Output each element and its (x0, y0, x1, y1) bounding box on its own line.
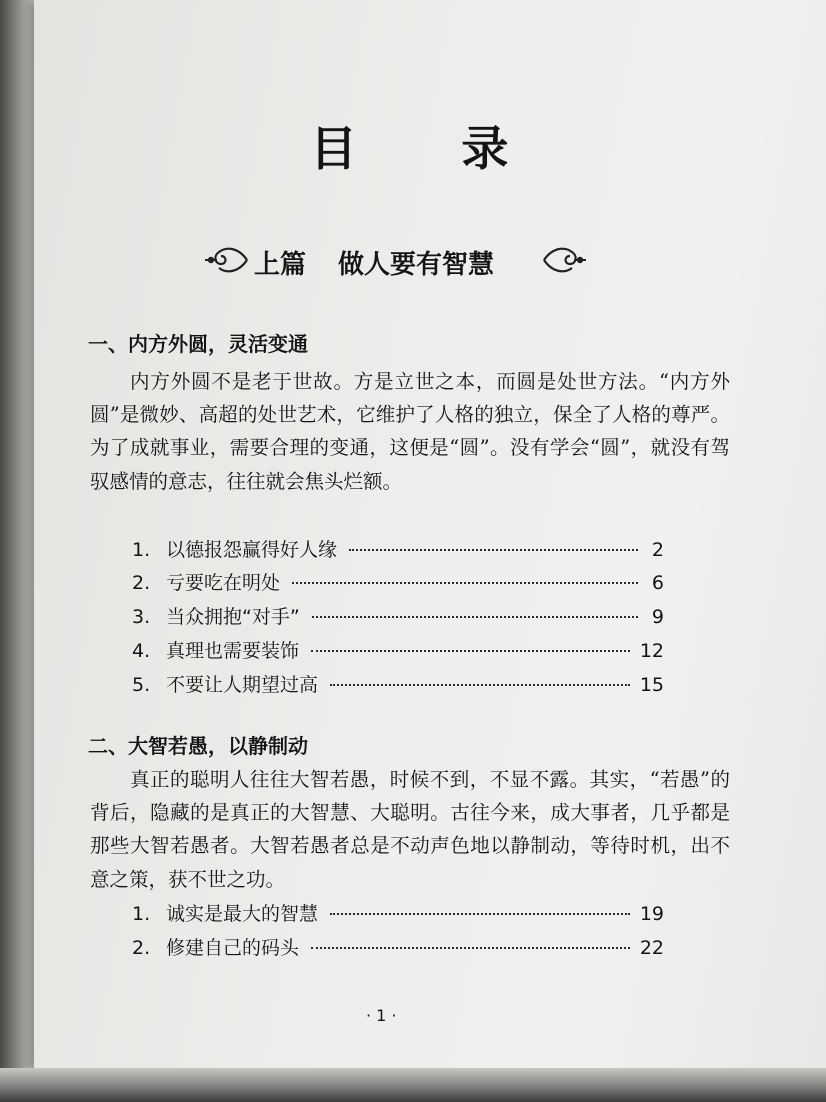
entry-number: 2. (132, 572, 151, 594)
entry-number: 3. (132, 606, 151, 628)
dot-leader (330, 684, 630, 686)
section-heading: 二、大智若愚，以静制动 (88, 734, 308, 758)
entry-title: 真理也需要装饰 (166, 640, 300, 662)
part-title: 做人要有智慧 (338, 250, 495, 280)
toc-entry[interactable] (132, 670, 664, 700)
page-title: 目 录 (310, 122, 553, 177)
entry-page: 9 (651, 606, 664, 628)
entry-title: 亏要吃在明处 (166, 572, 281, 594)
part-heading (254, 244, 494, 281)
entry-page: 2 (651, 539, 664, 561)
entry-number: 1. (132, 539, 151, 561)
toc-entry[interactable] (132, 568, 664, 598)
entry-title: 不要让人期望过高 (166, 674, 319, 696)
entry-title: 修建自己的码头 (166, 937, 300, 959)
entry-title: 以德报怨赢得好人缘 (166, 539, 338, 561)
toc-entry[interactable] (132, 933, 664, 963)
part-label: 上篇 (254, 250, 307, 280)
page-number: · 1 · (366, 1006, 397, 1025)
dot-leader (330, 913, 630, 915)
entry-title: 诚实是最大的智慧 (166, 903, 319, 925)
entry-page: 15 (639, 674, 664, 696)
toc-entry[interactable] (132, 636, 664, 666)
left-ornament-icon (203, 244, 249, 276)
entry-page: 19 (639, 903, 664, 925)
entry-number: 2. (132, 937, 151, 959)
section-intro: 真正的聪明人往往大智若愚，时候不到，不显不露。其实，“若愚”的背后，隐藏的是真正的大智慧、大聪明。古往今来，成大事者，几乎都是那些大智若愚者。大智若愚者总是不动声色地以静制动，等待时机，出不意之策，获不世之功。 (90, 768, 730, 891)
dot-leader (311, 947, 630, 949)
dot-leader (292, 582, 638, 584)
entry-page: 12 (639, 640, 664, 662)
dot-leader (312, 616, 638, 618)
entry-page: 22 (639, 937, 664, 959)
entry-title: 当众拥抱“对手” (166, 606, 300, 628)
toc-entry[interactable] (132, 535, 664, 565)
page-bottom-edge (0, 1068, 826, 1102)
entry-page: 6 (651, 572, 664, 594)
dot-leader (349, 549, 638, 551)
entry-number: 4. (132, 640, 151, 662)
toc-entry[interactable] (132, 899, 664, 929)
toc-entry[interactable] (132, 602, 664, 632)
right-ornament-icon (542, 244, 588, 276)
dot-leader (311, 650, 630, 652)
section-heading: 一、内方外圆，灵活变通 (88, 332, 308, 356)
section-intro: 内方外圆不是老于世故。方是立世之本，而圆是处世方法。“内方外圆”是微妙、高超的处世艺术，它维护了人格的独立，保全了人格的尊严。为了成就事业，需要合理的变通，这便是“圆”。没有学会“圆”，就没有驾驭感情的意志，往往就会焦头烂额。 (90, 370, 730, 493)
entry-number: 5. (132, 674, 151, 696)
entry-number: 1. (132, 903, 151, 925)
